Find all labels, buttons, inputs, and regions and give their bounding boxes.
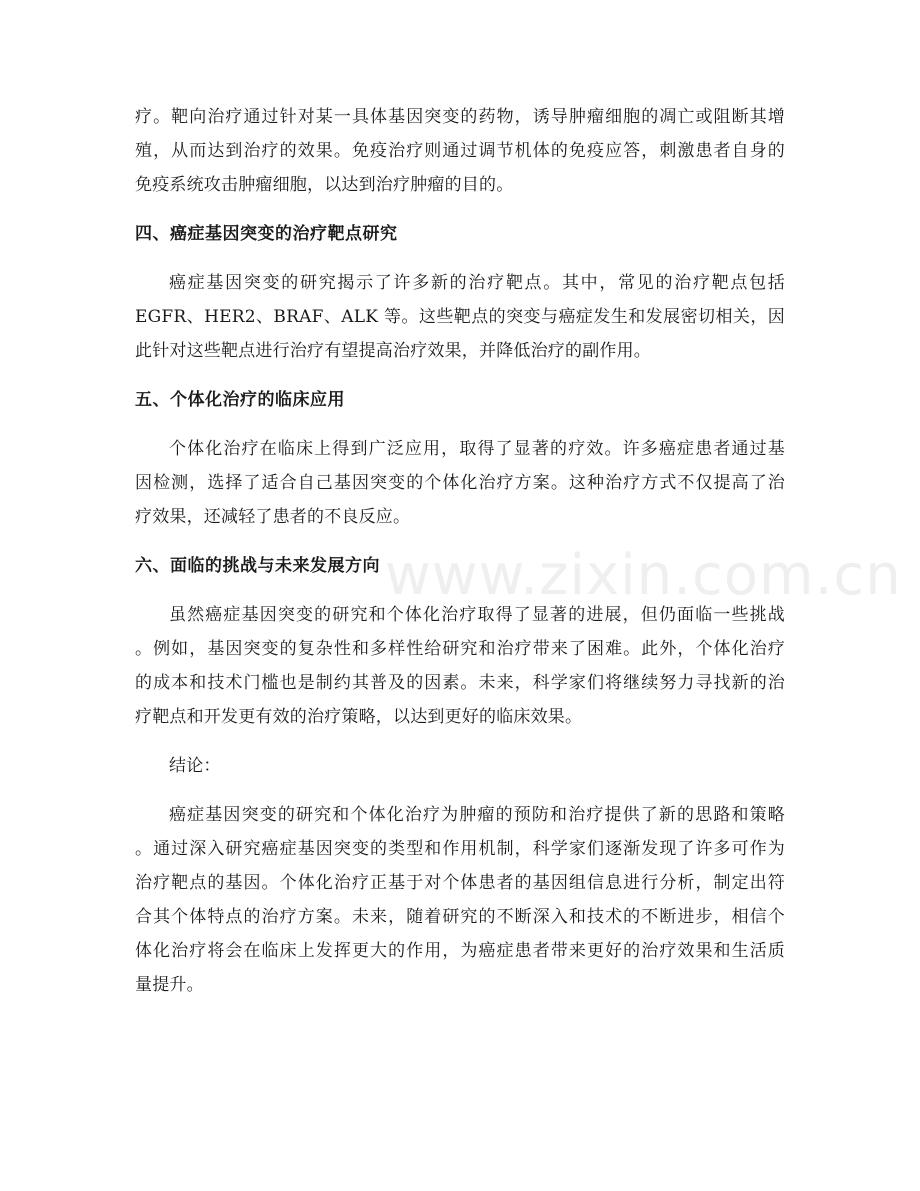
paragraph-line: 癌症基因突变的研究揭示了许多新的治疗靶点。其中，常见的治疗靶点包括: [169, 273, 785, 293]
conclusion-label: 结论：: [169, 756, 221, 776]
paragraph-line: 的成本和技术门槛也是制约其普及的因素。未来，科学家们将继续努力寻找新的治: [135, 673, 785, 693]
section-heading-5: 五、个体化治疗的临床应用: [135, 390, 345, 410]
paragraph-line: 个体化治疗在临床上得到广泛应用，取得了显著的疗效。许多癌症患者通过基: [169, 439, 785, 459]
conclusion-paragraph: [135, 798, 785, 1002]
paragraph-line: 此针对这些靶点进行治疗有望提高治疗效果，并降低治疗的副作用。: [135, 341, 651, 361]
watermark: www.zixin.com.cn: [385, 543, 902, 608]
paragraph-line: 癌症基因突变的研究和个体化治疗为肿瘤的预防和治疗提供了新的思路和策略: [169, 805, 785, 825]
paragraph-line: 因检测，选择了适合自己基因突变的个体化治疗方案。这种治疗方式不仅提高了治: [135, 473, 785, 493]
section-4-paragraph: [135, 266, 785, 368]
conclusion-label-paragraph: [135, 749, 785, 783]
paragraph-line: 疗效果，还减轻了患者的不良反应。: [135, 507, 411, 527]
section-6-paragraph: [135, 598, 785, 734]
paragraph-line: 合其个体特点的治疗方案。未来，随着研究的不断深入和技术的不断进步，相信个: [135, 907, 785, 927]
paragraph-line: 治疗靶点的基因。个体化治疗正基于对个体患者的基因组信息进行分析，制定出符: [135, 873, 785, 893]
paragraph-line: 体化治疗将会在临床上发挥更大的作用，为癌症患者带来更好的治疗效果和生活质: [135, 941, 785, 961]
paragraph-line: 。通过深入研究癌症基因突变的类型和作用机制，科学家们逐渐发现了许多可作为: [135, 839, 785, 859]
section-heading-6: 六、面临的挑战与未来发展方向: [135, 556, 380, 576]
section-5-paragraph: [135, 432, 785, 534]
paragraph-line: 。例如，基因突变的复杂性和多样性给研究和治疗带来了困难。此外，个体化治疗: [135, 639, 785, 659]
document-page: [135, 100, 785, 1017]
paragraph-line: 殖，从而达到治疗的效果。免疫治疗则通过调节机体的免疫应答，刺激患者自身的: [135, 141, 785, 161]
paragraph-line: 免疫系统攻击肿瘤细胞，以达到治疗肿瘤的目的。: [135, 175, 514, 195]
paragraph-line: 量提升。: [135, 975, 204, 995]
intro-paragraph: [135, 100, 785, 202]
paragraph-line: EGFR、HER2、BRAF、ALK 等。这些靶点的突变与癌症发生和发展密切相关，因: [135, 307, 785, 327]
paragraph-line: 虽然癌症基因突变的研究和个体化治疗取得了显著的进展，但仍面临一些挑战: [169, 605, 785, 625]
paragraph-line: 疗。靶向治疗通过针对某一具体基因突变的药物，诱导肿瘤细胞的凋亡或阻断其增: [135, 107, 785, 127]
paragraph-line: 疗靶点和开发更有效的治疗策略，以达到更好的临床效果。: [135, 707, 583, 727]
section-heading-4: 四、癌症基因突变的治疗靶点研究: [135, 224, 398, 244]
